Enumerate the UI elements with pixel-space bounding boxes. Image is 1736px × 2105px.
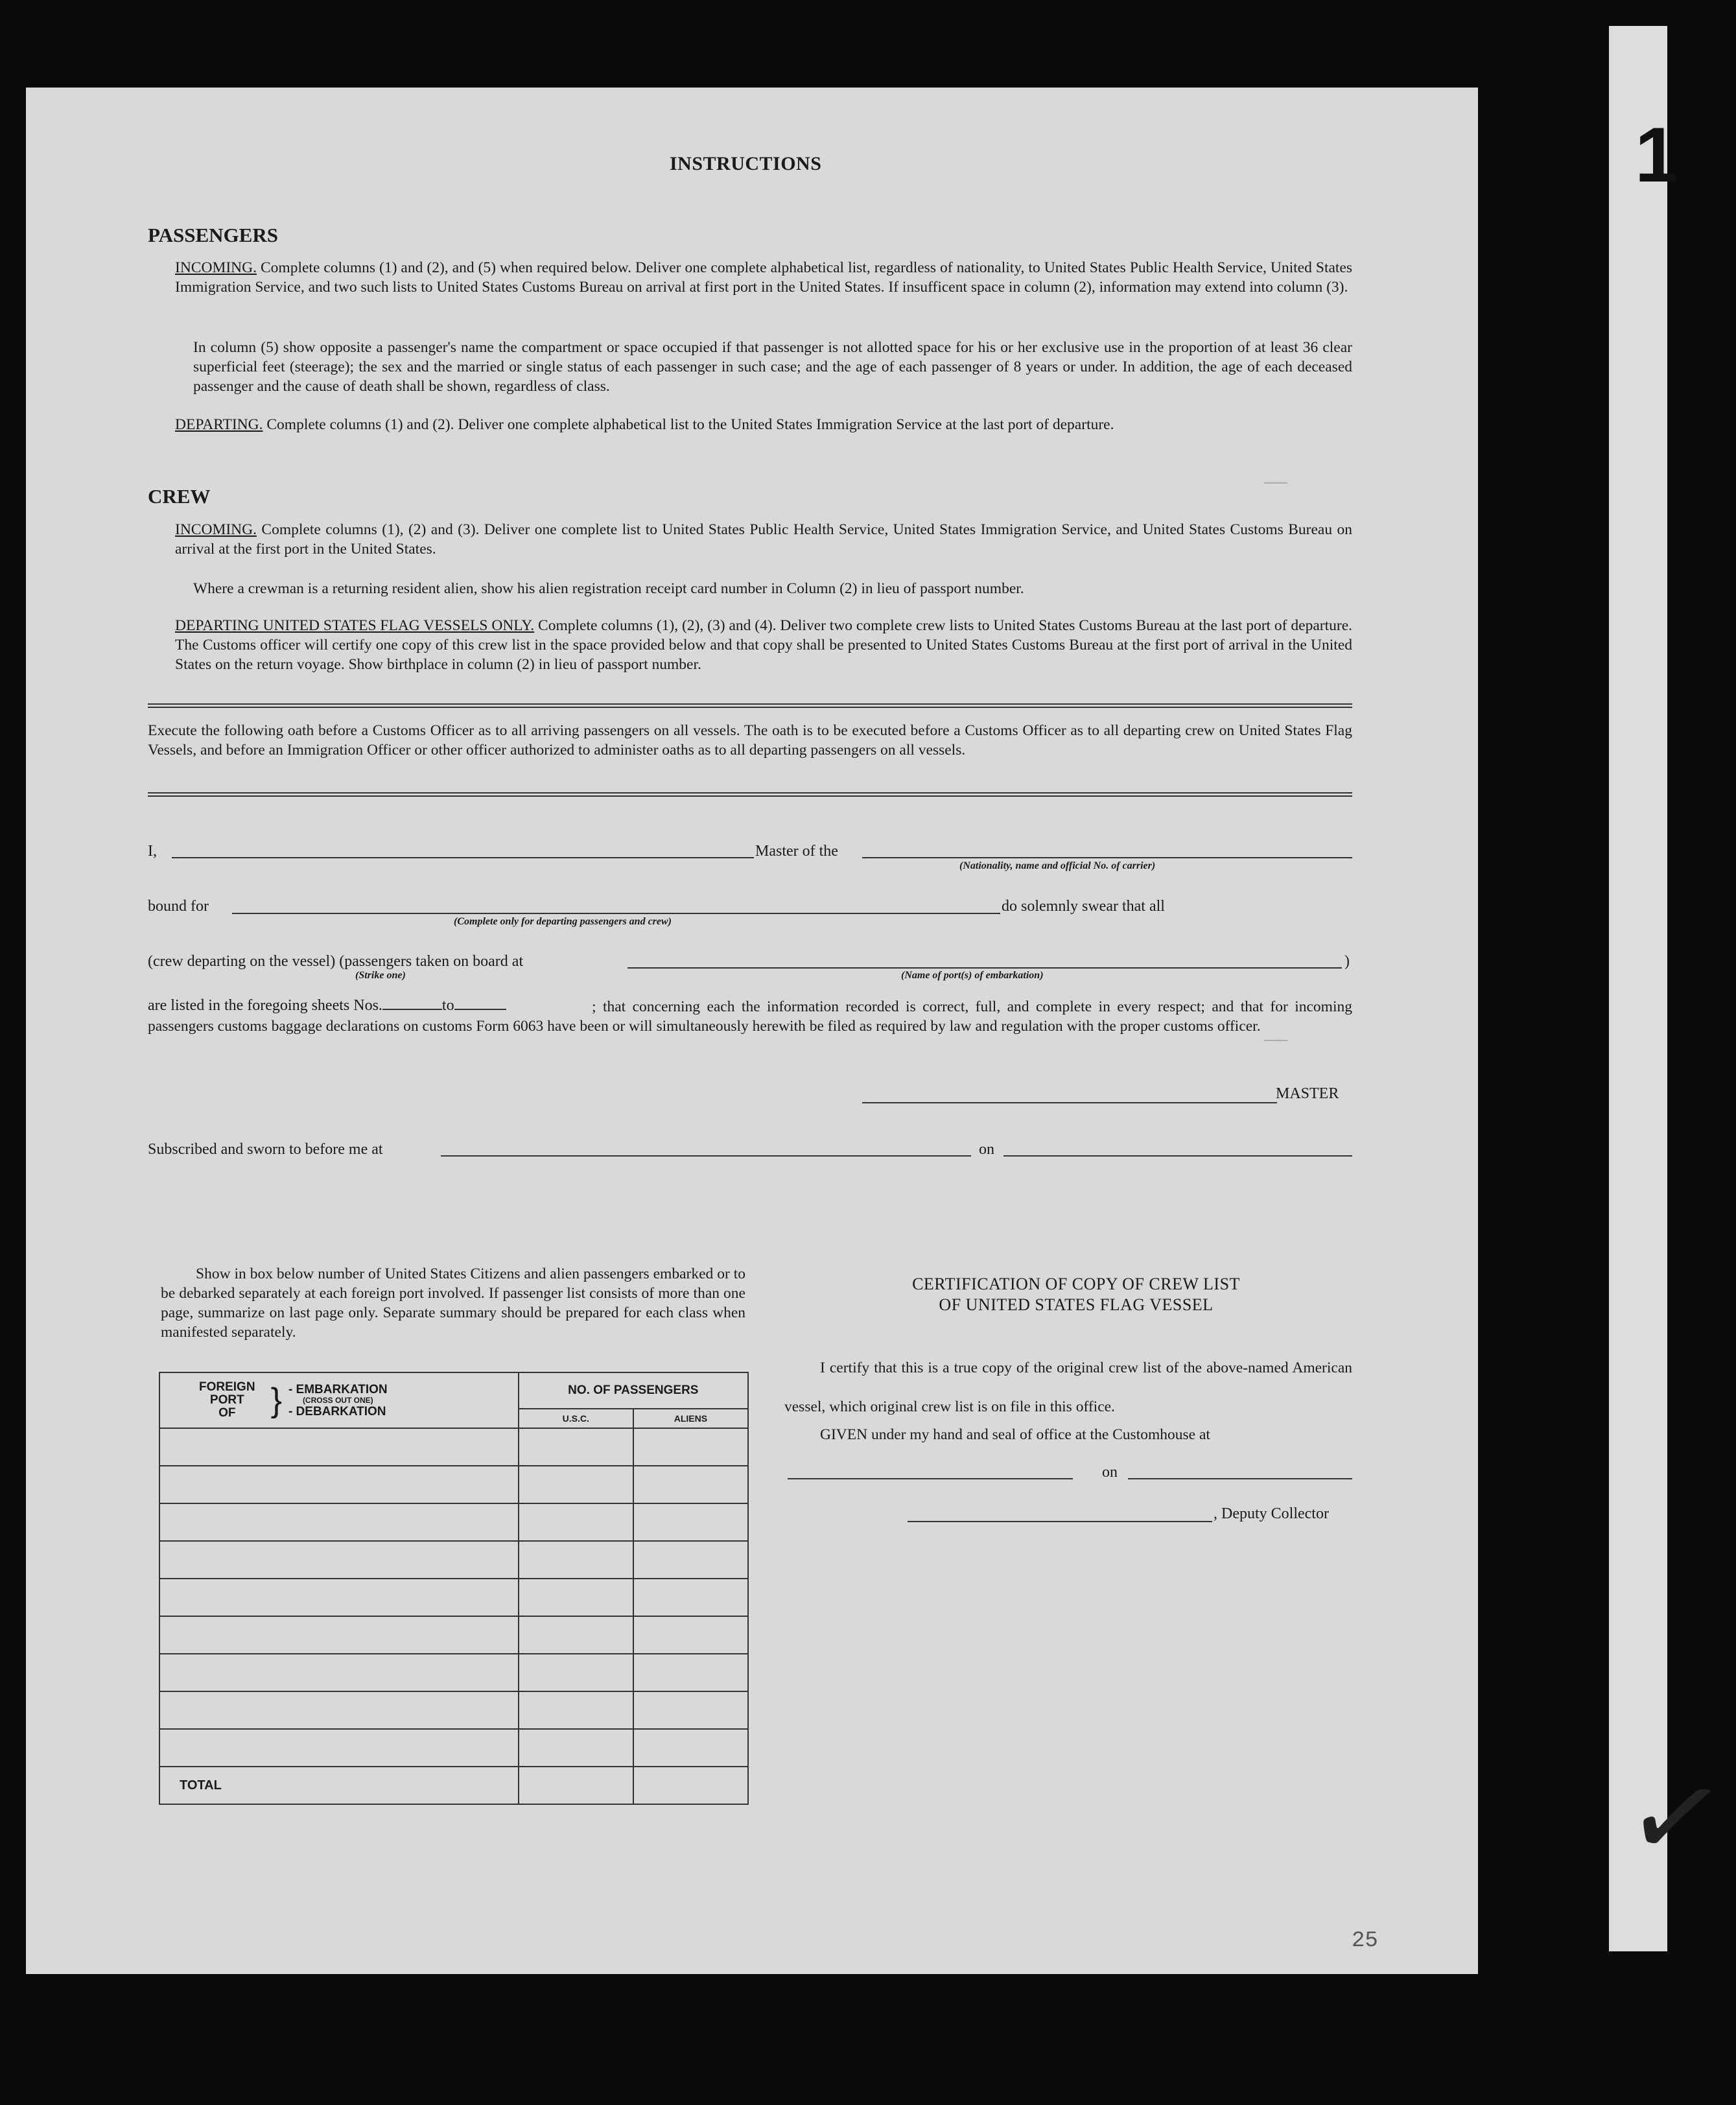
usc-cell[interactable]: [519, 1691, 633, 1729]
bleed-through-mark: ──: [1264, 1031, 1288, 1053]
usc-cell[interactable]: [519, 1729, 633, 1767]
double-rule: [148, 792, 1352, 797]
port-header-cell: [159, 1372, 519, 1428]
aliens-header: ALIENS: [633, 1409, 748, 1428]
port-cell[interactable]: [159, 1503, 519, 1541]
check-mark-icon: ✓: [1615, 1743, 1736, 1894]
port-cell[interactable]: [159, 1654, 519, 1691]
oath-i-label: I,: [148, 843, 157, 860]
complete-only-caption: (Complete only for departing passengers and crew): [454, 916, 672, 927]
master-name-line[interactable]: [172, 857, 754, 858]
usc-cell[interactable]: [519, 1466, 633, 1503]
usc-cell[interactable]: [519, 1616, 633, 1654]
carrier-line[interactable]: [862, 857, 1352, 858]
bound-for-line[interactable]: [232, 913, 1000, 914]
port-cell[interactable]: [159, 1691, 519, 1729]
total-label: TOTAL: [159, 1767, 519, 1804]
bottom-page-number: 25: [1352, 1929, 1378, 1953]
cross-out-note: (CROSS OUT ONE): [302, 1395, 373, 1405]
double-rule: [148, 703, 1352, 708]
usc-header: U.S.C.: [519, 1409, 633, 1428]
master-of-label: Master of the: [755, 843, 838, 860]
given-text: GIVEN under my hand and seal of office at the Customhouse at: [820, 1426, 1210, 1443]
port-cell[interactable]: [159, 1466, 519, 1503]
col-of: OF: [218, 1406, 236, 1420]
certification-title: [804, 1274, 1348, 1315]
passengers-departing-text: Complete columns (1) and (2). Deliver one complete alphabetical list to the United States Immigration Service at the last port of departure.: [266, 416, 1114, 433]
passenger-summary-table: [159, 1372, 749, 1805]
master-label: MASTER: [1276, 1085, 1339, 1102]
master-signature-line[interactable]: [862, 1102, 1277, 1103]
usc-cell[interactable]: [519, 1503, 633, 1541]
passengers-incoming-text: Complete columns (1) and (2), and (5) when required below. Deliver one complete alphabetical list, regardless of nationality, to United States Public Health Service, United States Immigration Service, and two such lists to United States Customs Bureau on arrival at first port in the United States. If insufficent space in column (2), information may extend into column (3).: [175, 259, 1353, 296]
oath-certification-text: ; that concerning each the information recorded is correct, full, and complete in every respect; and that for incoming passengers customs baggage declarations on customs Form 6063 have been or will simultaneously herewith be filed as required by law and regulation with the proper customs officer.: [148, 998, 1352, 1035]
page-title: INSTRUCTIONS: [670, 153, 822, 174]
debarkation-option: - DEBARKATION: [288, 1404, 386, 1418]
foreign-port-of-label: [199, 1381, 255, 1420]
aliens-cell[interactable]: [633, 1616, 748, 1654]
aliens-cell[interactable]: [633, 1541, 748, 1579]
usc-cell[interactable]: [519, 1541, 633, 1579]
passengers-incoming: [175, 258, 1352, 297]
summary-instructions: Show in box below number of United States Citizens and alien passengers embarked or to be debarked separately at each foreign port involved. If passenger list consists of more than one page, summarize on last page only. Separate summary should be prepared for each class when manifested separately.: [161, 1265, 745, 1341]
port-cell[interactable]: [159, 1579, 519, 1616]
port-cell[interactable]: [159, 1729, 519, 1767]
certification-title-line2: OF UNITED STATES FLAG VESSEL: [939, 1295, 1214, 1314]
strike-one-caption: (Strike one): [355, 970, 406, 981]
subscribed-label: Subscribed and sworn to before me at: [148, 1141, 383, 1158]
aliens-cell[interactable]: [633, 1691, 748, 1729]
aliens-cell[interactable]: [633, 1428, 748, 1466]
brace-icon: }: [270, 1382, 282, 1419]
aliens-cell[interactable]: [633, 1579, 748, 1616]
passengers-departing: [175, 415, 1352, 434]
crew-departing-text: Complete columns (1), (2), (3) and (4). Deliver two complete crew lists to United States Customs Bureau at the last port of departure. The Customs officer will certify one copy of this crew list in the space provided below and that copy shall be presented to United States Customs Bureau at the first port of arrival in the United States on the return voyage. Show birthplace in column (2) in lieu of passport number.: [175, 617, 1352, 673]
close-paren: ): [1344, 953, 1350, 970]
customhouse-line[interactable]: [788, 1478, 1073, 1479]
port-cell[interactable]: [159, 1616, 519, 1654]
deputy-signature-line[interactable]: [908, 1521, 1212, 1522]
passengers-departing-label: DEPARTING.: [175, 416, 263, 433]
aliens-cell[interactable]: [633, 1466, 748, 1503]
aliens-cell[interactable]: [633, 1729, 748, 1767]
bleed-through-mark: ──: [1264, 473, 1288, 495]
usc-cell[interactable]: [519, 1579, 633, 1616]
passengers-heading: PASSENGERS: [148, 224, 278, 246]
crew-departing: [175, 616, 1352, 674]
port-of-embarkation-line[interactable]: [628, 967, 1342, 969]
adjacent-page-strip: [1609, 26, 1667, 1951]
aliens-cell[interactable]: [633, 1654, 748, 1691]
oath-intro: Execute the following oath before a Customs Officer as to all arriving passengers on all vessels. The oath is to be executed before a Customs Officer as to all departing crew on United States Flag Vessels, and before an Immigration Officer or other officer authorized to administer oaths as to all departing passengers on all vessels.: [148, 722, 1352, 759]
crew-departing-label: DEPARTING UNITED STATES FLAG VESSELS ONLY.: [175, 617, 535, 634]
crew-heading: CREW: [148, 485, 211, 508]
crew-incoming: [175, 520, 1352, 559]
crew-incoming-label: INCOMING.: [175, 521, 257, 538]
no-of-passengers-header: NO. OF PASSENGERS: [519, 1372, 748, 1409]
total-aliens-cell[interactable]: [633, 1767, 748, 1804]
strip-page-number: 1: [1635, 112, 1678, 198]
certify-text: I certify that this is a true copy of the original crew list of the above-named American vessel, which original crew list is on file in this office.: [784, 1359, 1352, 1415]
listed-sheets-text: are listed in the foregoing sheets Nos.: [148, 997, 382, 1014]
passengers-column5: In column (5) show opposite a passenger's name the compartment or space occupied if that passenger is not allotted space for his or her exclusive use in the proportion of at least 36 clear superficial feet (steerage); the sex and the married or single status of each passenger in such case; and the age of each passenger of 8 years or under. In addition, the age of each deceased passenger and the cause of death shall be shown, regardless of class.: [193, 339, 1352, 395]
subscribed-date-line[interactable]: [1003, 1155, 1352, 1157]
passengers-incoming-label: INCOMING.: [175, 259, 257, 276]
swear-label: do solemnly swear that all: [1002, 898, 1165, 915]
port-cell[interactable]: [159, 1428, 519, 1466]
embarkation-option: - EMBARKATION: [288, 1382, 388, 1396]
total-usc-cell[interactable]: [519, 1767, 633, 1804]
port-cell[interactable]: [159, 1541, 519, 1579]
embark-debark-label: [288, 1384, 388, 1417]
col-foreign: FOREIGN: [199, 1380, 255, 1394]
crew-resident-alien: Where a crewman is a returning resident alien, show his alien registration receipt card number in Column (2) in lieu of passport number.: [193, 580, 1024, 597]
subscribed-place-line[interactable]: [441, 1155, 971, 1157]
bound-for-label: bound for: [148, 898, 209, 915]
certification-title-line1: CERTIFICATION OF COPY OF CREW LIST: [912, 1275, 1240, 1293]
subscribed-on-label: on: [979, 1141, 994, 1158]
crew-incoming-text: Complete columns (1), (2) and (3). Deliver one complete list to United States Public Health Service, United States Immigration Service, and United States Customs Bureau on arrival at the first port in the United States.: [175, 521, 1352, 558]
crew-passengers-label: (crew departing on the vessel) (passengers taken on board at: [148, 953, 524, 970]
aliens-cell[interactable]: [633, 1503, 748, 1541]
certification-date-line[interactable]: [1128, 1478, 1352, 1479]
deputy-collector-label: , Deputy Collector: [1214, 1505, 1329, 1522]
usc-cell[interactable]: [519, 1654, 633, 1691]
listed-to-text: to: [441, 997, 454, 1014]
col-port: PORT: [209, 1393, 244, 1407]
nationality-caption: (Nationality, name and official No. of carrier): [959, 860, 1156, 871]
usc-cell[interactable]: [519, 1428, 633, 1466]
port-caption: (Name of port(s) of embarkation): [901, 970, 1044, 981]
certification-on-label: on: [1102, 1464, 1118, 1481]
